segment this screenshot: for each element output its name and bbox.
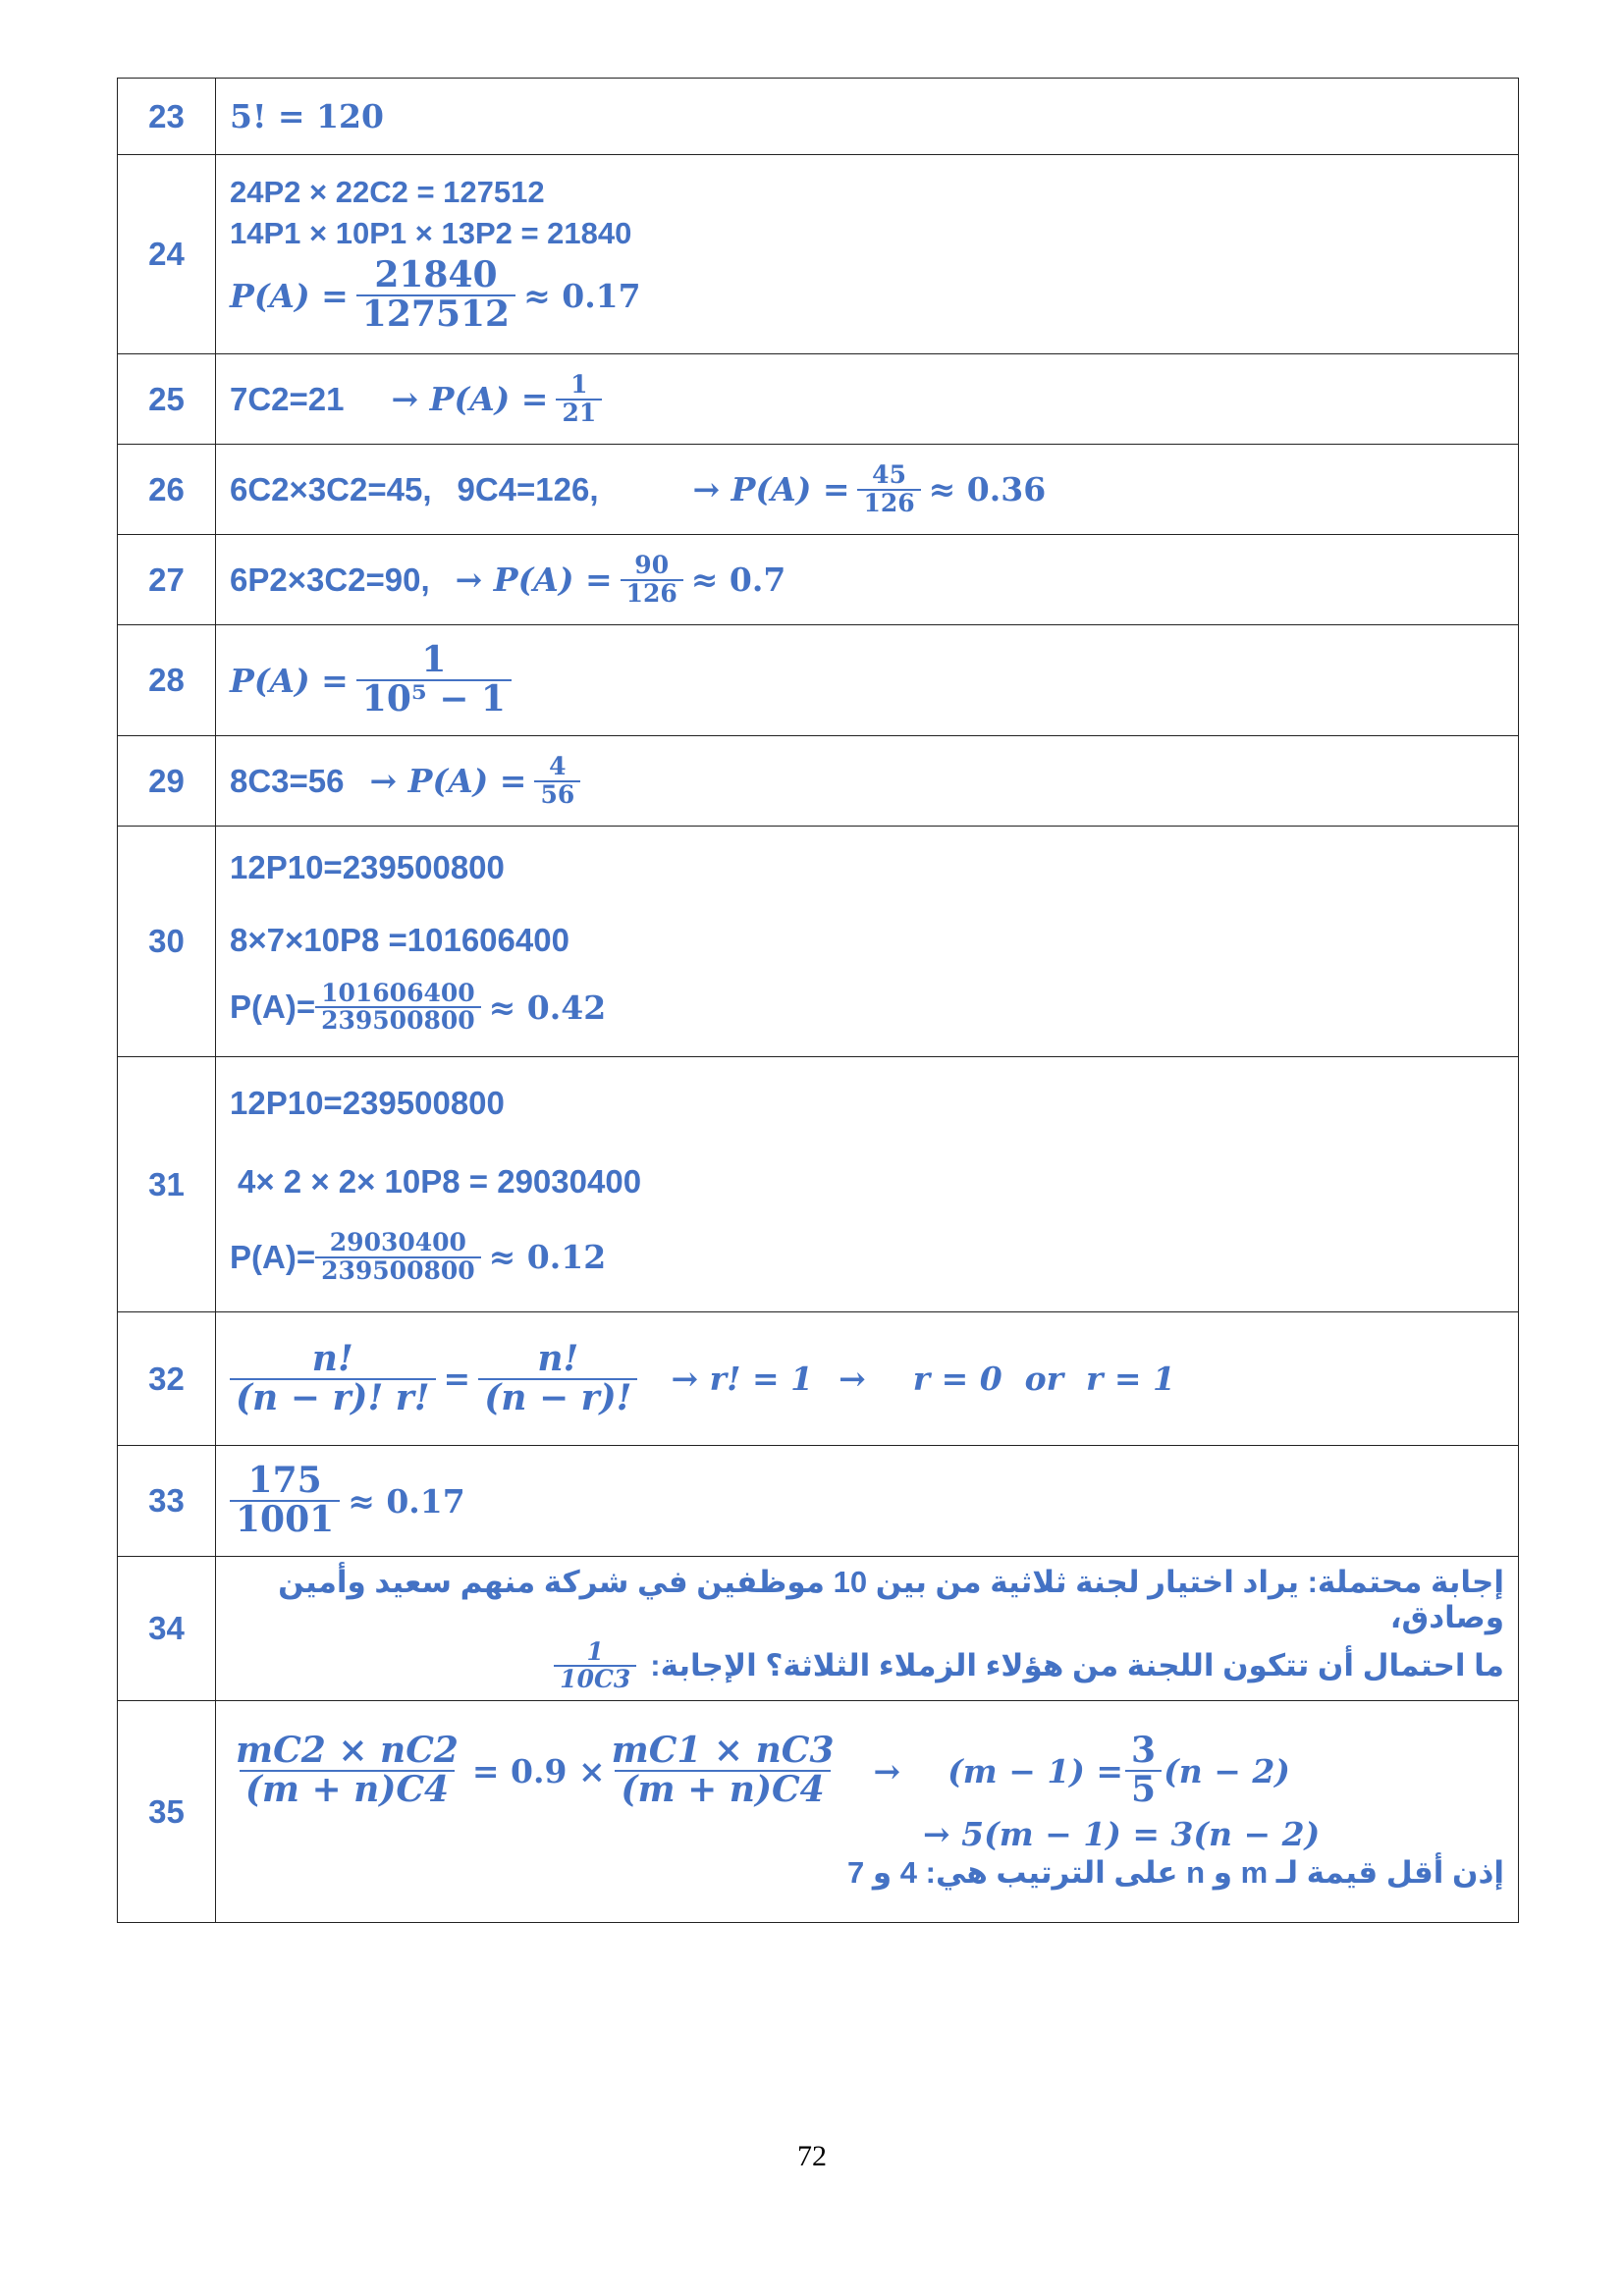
row-content (216, 1446, 1519, 1557)
table-row (118, 1557, 1519, 1701)
row-number: 31 (118, 1057, 216, 1312)
lhs: P(A)= (230, 1238, 316, 1275)
arabic-text: ما احتمال أن تتكون اللجنة من هؤلاء الزملاء الثلاثة؟ الإجابة: (650, 1648, 1504, 1682)
fraction (621, 553, 683, 607)
equation: = 0.9 × (471, 1751, 606, 1790)
arrow: → (839, 1360, 866, 1398)
equation: 24P2 × 22C2 = 127512 (230, 175, 545, 210)
denominator: 127512 (356, 294, 515, 334)
row-number: 24 (118, 155, 216, 354)
numerator: 1 (421, 639, 447, 681)
row-content (216, 79, 1519, 155)
fraction (230, 1730, 464, 1810)
denominator: (n − r)! r! (230, 1378, 436, 1417)
result: r = 0 or r = 1 (912, 1360, 1176, 1398)
approx: ≈ 0.36 (928, 470, 1047, 508)
fraction (606, 1730, 840, 1810)
row-number: 25 (118, 354, 216, 445)
denominator: 126 (857, 489, 920, 516)
numerator: 21840 (374, 254, 498, 296)
row-number: 29 (118, 736, 216, 827)
table-row (118, 79, 1519, 155)
row-number: 32 (118, 1312, 216, 1446)
denominator: 10⁵ − 1 (356, 679, 512, 719)
arrow-expression: → P(A) = (692, 470, 850, 508)
lhs: P(A) = (230, 661, 349, 700)
row-content (216, 736, 1519, 827)
arabic-text: إجابة محتملة: يراد اختيار لجنة ثلاثية من بين 10 موظفين في شركة منهم سعيد وأمين وصادق، (278, 1564, 1504, 1634)
equation: 8×7×10P8 =101606400 (230, 921, 569, 958)
table-row (118, 827, 1519, 1057)
count: 6P2×3C2=90, (230, 561, 430, 598)
row-number: 28 (118, 625, 216, 736)
denominator: 1001 (230, 1500, 340, 1539)
equation: (n − 2) (1164, 1751, 1290, 1790)
fraction (230, 1337, 436, 1418)
arrow-expression: → P(A) = (455, 561, 613, 599)
row-content (216, 1312, 1519, 1446)
lhs: P(A)= (230, 988, 316, 1025)
fraction (356, 639, 512, 720)
row-number: 34 (118, 1557, 216, 1701)
fraction (315, 978, 481, 1035)
row-number: 27 (118, 535, 216, 625)
denominator: 239500800 (315, 1006, 481, 1034)
numerator: 90 (634, 551, 670, 580)
table-row (118, 535, 1519, 625)
equals: = (443, 1360, 471, 1398)
numerator: 175 (247, 1460, 322, 1502)
row-content (216, 1557, 1519, 1701)
denominator: 10C3 (554, 1665, 636, 1692)
approx: ≈ 0.17 (348, 1481, 465, 1521)
numerator: 1 (586, 1636, 604, 1666)
fraction (356, 254, 515, 335)
numerator: mC2 × nC2 (236, 1730, 459, 1772)
equation: (m − 1) = (947, 1751, 1124, 1790)
equation: 5! = 120 (230, 97, 384, 135)
row-number: 33 (118, 1446, 216, 1557)
lhs: P(A) = (230, 276, 349, 315)
denominator: 239500800 (315, 1256, 481, 1284)
row-content (216, 535, 1519, 625)
approx: ≈ 0.7 (690, 561, 786, 599)
count: 8C3=56 (230, 762, 345, 799)
table-row (118, 736, 1519, 827)
table-row (118, 1312, 1519, 1446)
row-content (216, 155, 1519, 354)
equation: 12P10=239500800 (230, 848, 505, 885)
fraction (315, 1230, 481, 1284)
row-number: 35 (118, 1701, 216, 1923)
row-number: 26 (118, 445, 216, 535)
fraction (857, 462, 920, 516)
numerator: 4 (549, 752, 567, 781)
arrow-expression: → r! = 1 (671, 1360, 814, 1398)
table-row (118, 625, 1519, 736)
equation: 14P1 × 10P1 × 13P2 = 21840 (230, 216, 632, 251)
row-content (216, 1057, 1519, 1312)
answers-table (117, 78, 1519, 1923)
numerator: 3 (1131, 1730, 1157, 1772)
approx: ≈ 0.42 (488, 988, 607, 1027)
row-number: 23 (118, 79, 216, 155)
table-row (118, 1057, 1519, 1312)
row-content (216, 1701, 1519, 1923)
row-content (216, 445, 1519, 535)
table-row (118, 445, 1519, 535)
numerator: mC1 × nC3 (611, 1730, 835, 1772)
denominator: (m + n)C4 (240, 1770, 455, 1809)
arrow-expression: → P(A) = (391, 380, 549, 418)
count: 7C2=21 (230, 380, 345, 417)
numerator: n! (311, 1337, 353, 1379)
arabic-text: إذن أقل قيمة لـ m و n على الترتيب هي: 4 و 7 (847, 1854, 1504, 1890)
equation: 12P10=239500800 (230, 1085, 505, 1122)
denominator: 56 (534, 780, 580, 808)
denominator: (n − r)! (478, 1378, 637, 1417)
approx: ≈ 0.12 (488, 1238, 607, 1276)
numerator: n! (537, 1337, 579, 1379)
equation: → 5(m − 1) = 3(n − 2) (923, 1814, 1321, 1853)
equation: 4× 2 × 2× 10P8 = 29030400 (238, 1163, 642, 1201)
denominator: 21 (556, 399, 602, 426)
table-row (118, 1446, 1519, 1557)
denominator: 126 (621, 579, 683, 607)
arrow: → (873, 1751, 901, 1790)
approx: ≈ 0.17 (523, 276, 641, 315)
fraction (230, 1460, 340, 1540)
page-number: 72 (797, 2140, 827, 2172)
count: 9C4=126, (457, 470, 599, 507)
table-row (118, 354, 1519, 445)
count: 6C2×3C2=45, (230, 470, 432, 507)
numerator: 101606400 (321, 978, 475, 1007)
fraction (1125, 1730, 1162, 1810)
table-row (118, 155, 1519, 354)
row-content (216, 827, 1519, 1057)
arrow-expression: → P(A) = (369, 762, 527, 800)
numerator: 29030400 (329, 1228, 466, 1257)
row-content (216, 625, 1519, 736)
row-number: 30 (118, 827, 216, 1057)
fraction (556, 372, 602, 426)
denominator: (m + n)C4 (615, 1770, 830, 1809)
fraction (478, 1337, 637, 1418)
table-row (118, 1701, 1519, 1923)
denominator: 5 (1125, 1770, 1162, 1809)
fraction (554, 1636, 636, 1693)
numerator: 1 (570, 370, 588, 400)
fraction (534, 754, 580, 808)
row-content (216, 354, 1519, 445)
numerator: 45 (872, 460, 906, 490)
